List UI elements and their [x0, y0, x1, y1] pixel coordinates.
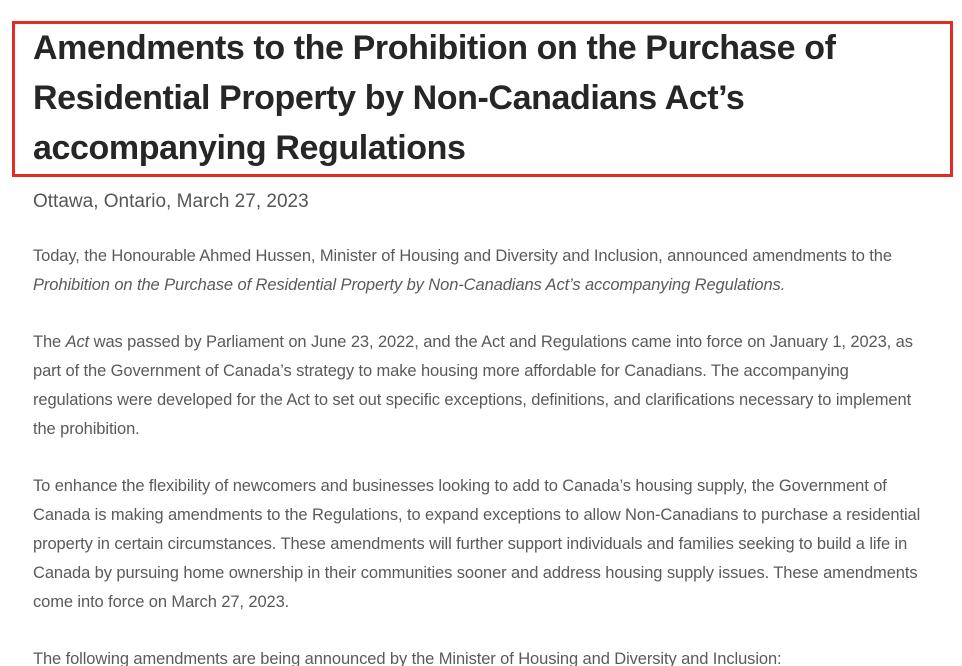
page-title: Amendments to the Prohibition on the Purchase of Residential Property by Non-Canadians Act’s accompanying Regulations [33, 29, 836, 167]
text-run: Today, the Honourable Ahmed Hussen, Minister of Housing and Diversity and Inclusion, announced amendments to the [33, 247, 892, 265]
paragraph [33, 645, 932, 666]
text-run: was passed by Parliament on June 23, 2022, and the Act and Regulations came into force on January 1, 2023, as part of the Government of Canada’s strategy to make housing more affordable for Canadians. The accompanying regulations were developed for the Act to set out specific exceptions, definitions, and clarifications necessary to implement the prohibition. [33, 333, 913, 438]
paragraph [33, 328, 932, 444]
text-run: The [33, 333, 66, 351]
dateline: Ottawa, Ontario, March 27, 2023 [33, 191, 309, 212]
italic-text-run: Act [65, 333, 90, 351]
article-body [33, 242, 932, 666]
text-run: To enhance the flexibility of newcomers and businesses looking to add to Canada’s housing supply, the Government of Canada is making amendments to the Regulations, to expand exceptions to allow Non-Canadians to purchase a residential property in certain circumstances. These amendments will further support individuals and families seeking to build a life in Canada by pursuing home ownership in their communities sooner and address housing supply issues. These amendments come into force on March 27, 2023. [33, 477, 921, 611]
text-run: The following amendments are being announced by the Minister of Housing and Diversity and Inclusion: [33, 650, 782, 666]
paragraph [33, 242, 932, 300]
italic-text-run: Prohibition on the Purchase of Residential Property by Non-Canadians Act’s accompanying Regulations. [33, 276, 786, 294]
paragraph [33, 472, 932, 617]
